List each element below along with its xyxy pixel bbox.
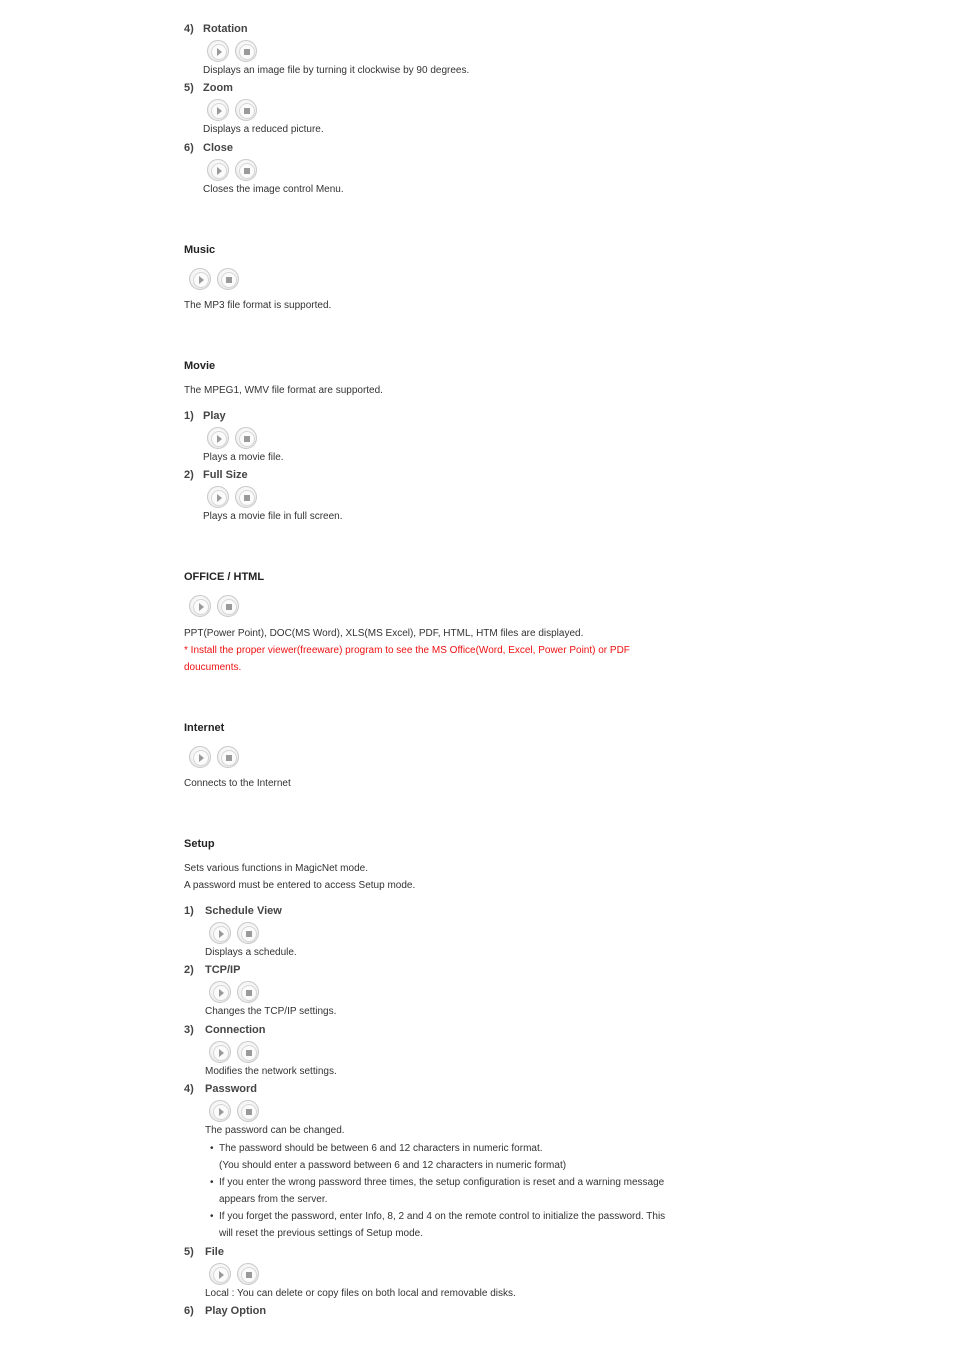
bullet-item: • The password should be between 6 and 12 characters in numeric format. bbox=[219, 1143, 543, 1154]
item-desc: Displays a reduced picture. bbox=[203, 124, 324, 135]
item-number: 2) bbox=[184, 469, 194, 481]
stop-icon[interactable] bbox=[217, 595, 239, 617]
play-icon[interactable] bbox=[209, 981, 231, 1003]
item-title-tcp-ip: TCP/IP bbox=[205, 964, 241, 976]
play-icon[interactable] bbox=[209, 1041, 231, 1063]
play-icon[interactable] bbox=[189, 595, 211, 617]
button-pair bbox=[207, 427, 257, 451]
bullet-item-continued: will reset the previous settings of Setup mode. bbox=[219, 1228, 423, 1239]
section-desc: Sets various functions in MagicNet mode. bbox=[184, 863, 368, 874]
section-desc: A password must be entered to access Setup mode. bbox=[184, 880, 416, 891]
stop-icon[interactable] bbox=[235, 427, 257, 449]
section-heading-music: Music bbox=[184, 244, 216, 256]
item-number: 6) bbox=[184, 142, 194, 154]
item-title-full-size: Full Size bbox=[203, 469, 248, 481]
button-pair bbox=[209, 1041, 259, 1065]
item-number: 3) bbox=[184, 1024, 194, 1036]
button-pair bbox=[209, 981, 259, 1005]
item-desc: Plays a movie file. bbox=[203, 452, 284, 463]
install-note-continued: doucuments. bbox=[184, 662, 242, 673]
item-number: 5) bbox=[184, 82, 194, 94]
item-number: 4) bbox=[184, 1083, 194, 1095]
item-number: 1) bbox=[184, 410, 194, 422]
item-desc: Displays an image file by turning it clockwise by 90 degrees. bbox=[203, 65, 470, 76]
stop-icon[interactable] bbox=[235, 159, 257, 181]
section-heading-setup: Setup bbox=[184, 838, 215, 850]
bullet-item: • If you enter the wrong password three times, the setup configuration is reset and a warning message bbox=[219, 1177, 664, 1188]
item-number: 1) bbox=[184, 905, 194, 917]
item-desc: Changes the TCP/IP settings. bbox=[205, 1006, 337, 1017]
stop-icon[interactable] bbox=[237, 922, 259, 944]
button-pair bbox=[189, 595, 239, 619]
play-icon[interactable] bbox=[209, 1100, 231, 1122]
bullet-item-continued: (You should enter a password between 6 and 12 characters in numeric format) bbox=[219, 1160, 567, 1171]
stop-icon[interactable] bbox=[237, 1100, 259, 1122]
section-heading-movie: Movie bbox=[184, 360, 216, 372]
section-desc: The MP3 file format is supported. bbox=[184, 300, 332, 311]
item-title-zoom: Zoom bbox=[203, 82, 233, 94]
play-icon[interactable] bbox=[209, 922, 231, 944]
section-heading-internet: Internet bbox=[184, 722, 225, 734]
play-icon[interactable] bbox=[189, 268, 211, 290]
item-desc: Modifies the network settings. bbox=[205, 1066, 337, 1077]
stop-icon[interactable] bbox=[235, 40, 257, 62]
button-pair bbox=[207, 486, 257, 510]
item-title-file: File bbox=[205, 1246, 224, 1258]
bullet-item: • If you forget the password, enter Info, 8, 2 and 4 on the remote control to initialize the password. This bbox=[219, 1211, 665, 1222]
stop-icon[interactable] bbox=[235, 99, 257, 121]
play-icon[interactable] bbox=[207, 486, 229, 508]
item-title-close: Close bbox=[203, 142, 233, 154]
bullet-item-continued: appears from the server. bbox=[219, 1194, 328, 1205]
button-pair bbox=[207, 40, 257, 64]
stop-icon[interactable] bbox=[217, 268, 239, 290]
item-desc: The password can be changed. bbox=[205, 1125, 345, 1136]
install-note: * Install the proper viewer(freeware) program to see the MS Office(Word, Excel, Power Point) or PDF bbox=[184, 645, 630, 656]
item-title-connection: Connection bbox=[205, 1024, 266, 1036]
section-desc: PPT(Power Point), DOC(MS Word), XLS(MS Excel), PDF, HTML, HTM files are displayed. bbox=[184, 628, 584, 639]
stop-icon[interactable] bbox=[237, 1263, 259, 1285]
item-title-play-option: Play Option bbox=[205, 1305, 267, 1317]
stop-icon[interactable] bbox=[237, 1041, 259, 1063]
button-pair bbox=[207, 99, 257, 123]
item-title-password: Password bbox=[205, 1083, 257, 1095]
button-pair bbox=[207, 159, 257, 183]
play-icon[interactable] bbox=[207, 99, 229, 121]
item-desc: Displays a schedule. bbox=[205, 947, 297, 958]
play-icon[interactable] bbox=[207, 40, 229, 62]
item-number: 6) bbox=[184, 1305, 194, 1317]
button-pair bbox=[209, 1263, 259, 1287]
item-number: 2) bbox=[184, 964, 194, 976]
item-title-play: Play bbox=[203, 410, 226, 422]
item-title-schedule-view: Schedule View bbox=[205, 905, 282, 917]
item-number: 4) bbox=[184, 23, 194, 35]
item-number: 5) bbox=[184, 1246, 194, 1258]
play-icon[interactable] bbox=[207, 159, 229, 181]
play-icon[interactable] bbox=[189, 746, 211, 768]
section-desc: Connects to the Internet bbox=[184, 778, 291, 789]
section-heading-office: OFFICE / HTML bbox=[184, 571, 265, 583]
item-desc: Plays a movie file in full screen. bbox=[203, 511, 343, 522]
stop-icon[interactable] bbox=[235, 486, 257, 508]
item-title-rotation: Rotation bbox=[203, 23, 248, 35]
play-icon[interactable] bbox=[209, 1263, 231, 1285]
stop-icon[interactable] bbox=[237, 981, 259, 1003]
item-desc: Local : You can delete or copy files on both local and removable disks. bbox=[205, 1288, 516, 1299]
button-pair bbox=[209, 922, 259, 946]
button-pair bbox=[209, 1100, 259, 1124]
button-pair bbox=[189, 268, 239, 292]
play-icon[interactable] bbox=[207, 427, 229, 449]
section-desc: The MPEG1, WMV file format are supported. bbox=[184, 385, 383, 396]
button-pair bbox=[189, 746, 239, 770]
item-desc: Closes the image control Menu. bbox=[203, 184, 344, 195]
stop-icon[interactable] bbox=[217, 746, 239, 768]
